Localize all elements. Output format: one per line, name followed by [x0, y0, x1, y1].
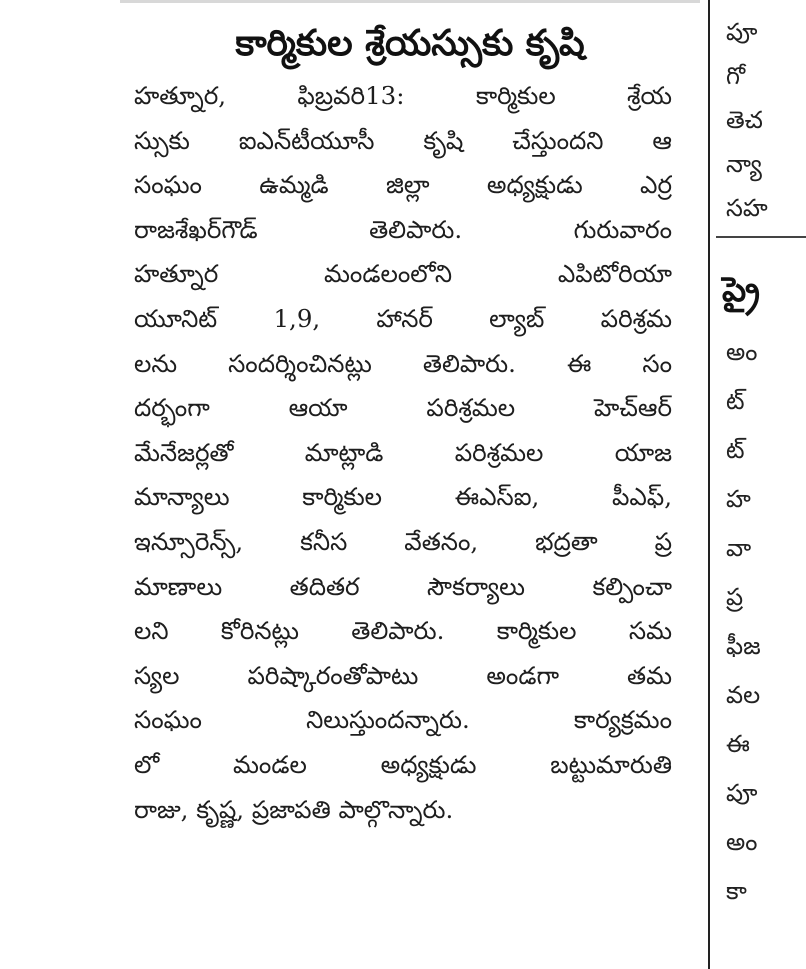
adjacent-line: పూ — [726, 779, 758, 807]
article-line: ఇన్సూరెన్స్, కనీస వేతనం, భద్రతా ప్ర — [134, 526, 672, 556]
article-line: లను సందర్శించినట్లు తెలిపారు. ఈ సం — [134, 348, 672, 378]
adjacent-column — [722, 0, 800, 969]
adjacent-headline-fragment: ప్రై — [722, 270, 760, 310]
article-line: హత్నూర, ఫిబ్రవరి13: కార్మికుల శ్రేయ — [134, 81, 672, 110]
article-line: సంఘం ఉమ్మడి జిల్లా అధ్యక్షుడు ఎర్ర — [134, 170, 672, 200]
adjacent-line: న్యా — [726, 150, 762, 178]
article-line: స్యల పరిష్కారంతోపాటు అండగా తమ — [134, 660, 672, 690]
article-line: రాజశేఖర్‌గౌడ్ తెలిపారు. గురువారం — [134, 214, 672, 244]
adjacent-line: హ — [726, 485, 751, 513]
adjacent-line: కా — [726, 877, 747, 905]
column-divider — [708, 0, 710, 969]
article-line: సంఘం నిలుస్తుందన్నారు. కార్యక్రమం — [134, 705, 672, 735]
article-line: లని కోరినట్లు తెలిపారు. కార్మికుల సమ — [134, 616, 672, 646]
adjacent-section-divider — [716, 236, 806, 238]
article-line: యూనిట్ 1,9, హానర్ ల్యాబ్ పరిశ్రమ — [134, 303, 672, 333]
top-divider — [120, 0, 700, 3]
article-body — [122, 74, 698, 832]
article-line: దర్భంగా ఆయా పరిశ్రమల హెచ్‌ఆర్ — [134, 393, 672, 423]
adjacent-line: అం — [726, 828, 758, 856]
adjacent-line: పూ — [726, 18, 758, 46]
article-line: మేనేజర్లతో మాట్లాడి పరిశ్రమల యాజ — [134, 437, 672, 467]
adjacent-line: సహ — [726, 194, 768, 222]
adjacent-line: వా — [726, 534, 752, 562]
article-line: స్సుకు ఐఎన్‌టీయూసీ కృషి చేస్తుందని ఆ — [134, 125, 672, 155]
article-line: మాణాలు తదితర సౌకర్యాలు కల్పించా — [134, 571, 672, 601]
article-line: హత్నూర మండలంలోని ఎపిటోరియా — [134, 259, 672, 289]
adjacent-line: ట్ — [726, 387, 745, 415]
news-article — [122, 18, 698, 832]
adjacent-line: ప్ర — [726, 583, 744, 611]
adjacent-line: అం — [726, 338, 758, 366]
article-line: లో మండల అధ్యక్షుడు బట్టుమారుతి — [134, 749, 672, 779]
adjacent-line: ఈ — [726, 730, 750, 758]
article-headline: కార్మికుల శ్రేయస్సుకు కృషి — [235, 23, 585, 64]
adjacent-line: ట్ — [726, 436, 745, 464]
article-line: మాన్యాలు కార్మికుల ఈఎస్ఐ, పీఎఫ్, — [134, 482, 672, 512]
adjacent-line: వల — [726, 681, 761, 709]
adjacent-line: ఫీజ — [726, 632, 761, 660]
adjacent-line: తెచ — [726, 106, 763, 134]
article-line: రాజు, కృష్ణ, ప్రజాపతి పాల్గొన్నారు. — [134, 794, 454, 824]
adjacent-line: గో — [726, 62, 746, 90]
